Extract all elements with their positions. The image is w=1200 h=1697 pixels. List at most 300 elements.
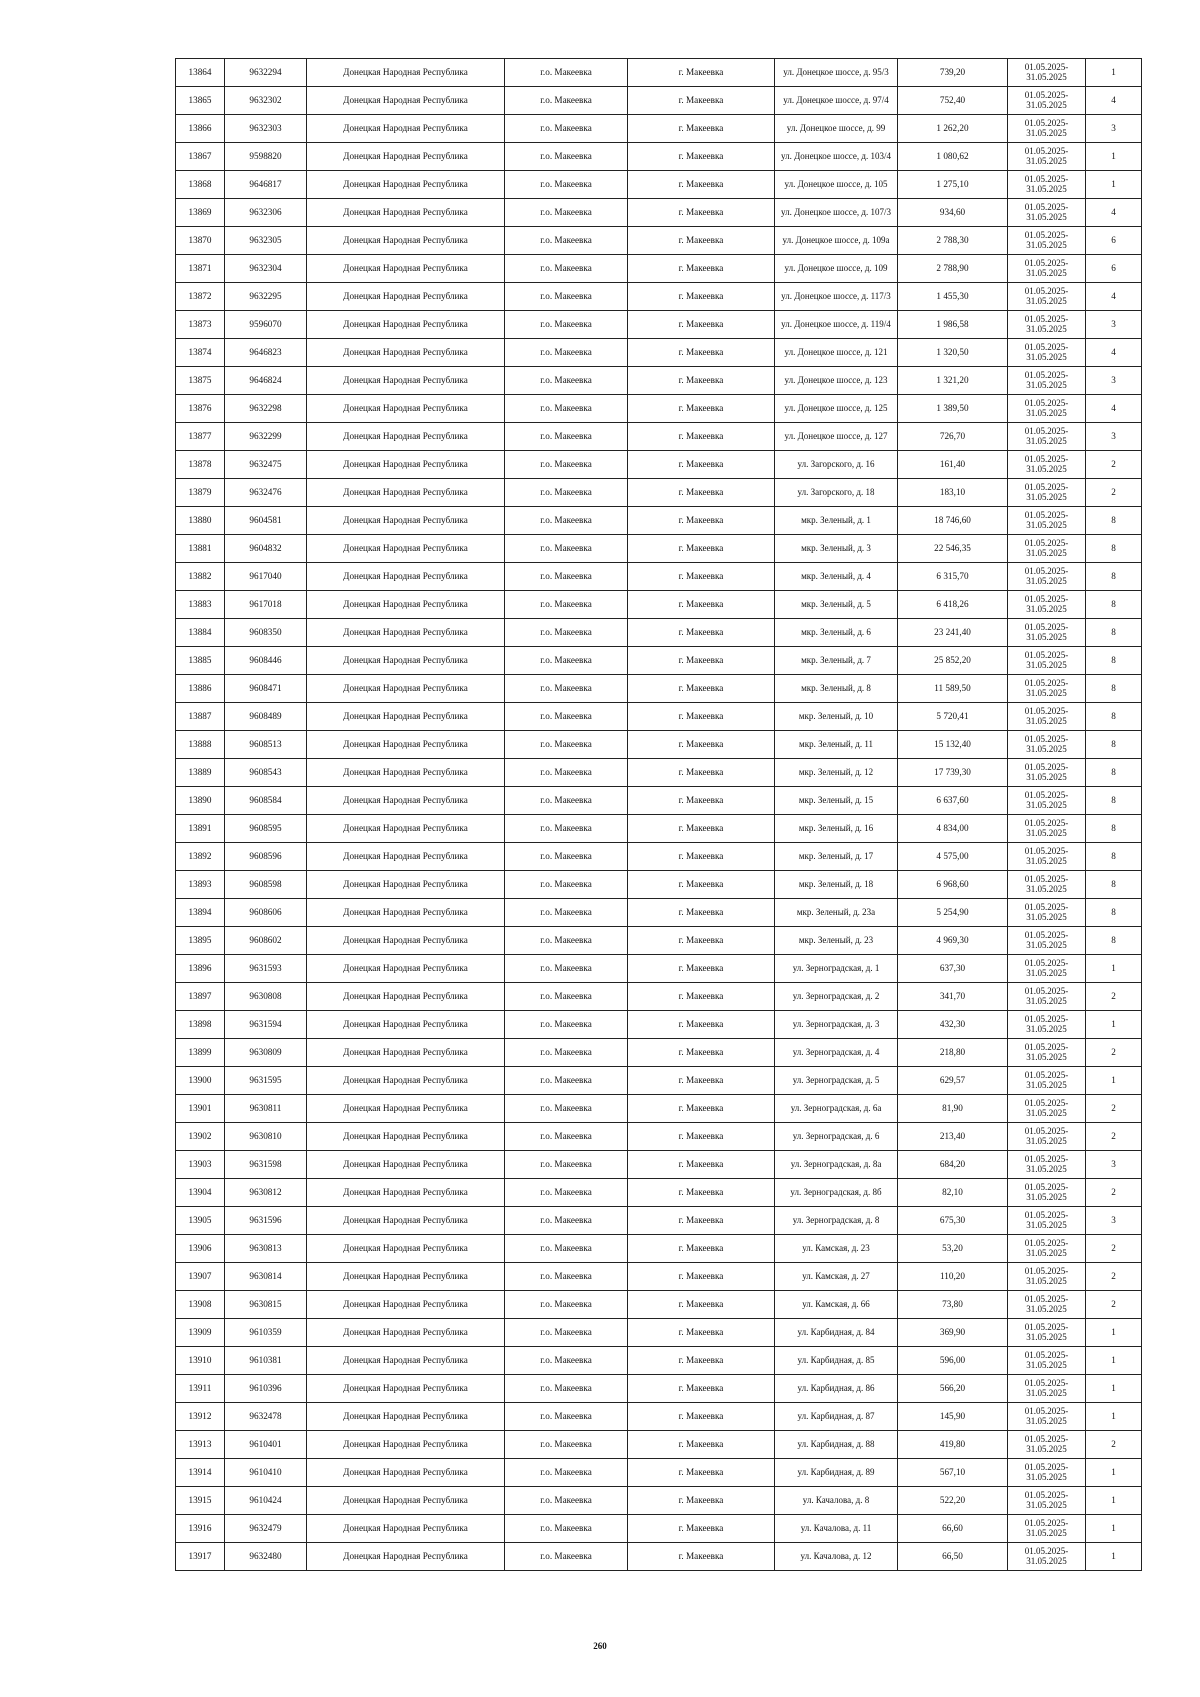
cell-settlement: г. Макеевка	[628, 1543, 775, 1571]
table-row	[176, 899, 1142, 927]
cell-object-id: 9631595	[225, 1067, 307, 1095]
cell-count: 8	[1086, 759, 1142, 787]
cell-object-id: 9630815	[225, 1291, 307, 1319]
cell-area: 110,20	[898, 1263, 1008, 1291]
cell-settlement: г. Макеевка	[628, 255, 775, 283]
cell-row-number: 13895	[176, 927, 225, 955]
cell-row-number: 13872	[176, 283, 225, 311]
cell-area: 369,90	[898, 1319, 1008, 1347]
cell-region: Донецкая Народная Республика	[307, 1179, 505, 1207]
cell-region: Донецкая Народная Республика	[307, 115, 505, 143]
cell-count: 1	[1086, 1515, 1142, 1543]
cell-region: Донецкая Народная Республика	[307, 59, 505, 87]
cell-object-id: 9632295	[225, 283, 307, 311]
cell-period: 01.05.2025-31.05.2025	[1008, 1123, 1086, 1151]
cell-period: 01.05.2025-31.05.2025	[1008, 1515, 1086, 1543]
cell-count: 8	[1086, 899, 1142, 927]
cell-municipal-district: г.о. Макеевка	[505, 115, 628, 143]
cell-area: 432,30	[898, 1011, 1008, 1039]
cell-area: 1 455,30	[898, 283, 1008, 311]
cell-count: 8	[1086, 871, 1142, 899]
cell-area: 1 080,62	[898, 143, 1008, 171]
cell-region: Донецкая Народная Республика	[307, 815, 505, 843]
cell-municipal-district: г.о. Макеевка	[505, 703, 628, 731]
cell-period: 01.05.2025-31.05.2025	[1008, 619, 1086, 647]
cell-object-id: 9610381	[225, 1347, 307, 1375]
cell-row-number: 13870	[176, 227, 225, 255]
cell-municipal-district: г.о. Макеевка	[505, 899, 628, 927]
table-row	[176, 59, 1142, 87]
cell-period: 01.05.2025-31.05.2025	[1008, 367, 1086, 395]
cell-count: 2	[1086, 1235, 1142, 1263]
cell-municipal-district: г.о. Макеевка	[505, 871, 628, 899]
cell-region: Донецкая Народная Республика	[307, 423, 505, 451]
cell-area: 23 241,40	[898, 619, 1008, 647]
cell-settlement: г. Макеевка	[628, 759, 775, 787]
cell-row-number: 13901	[176, 1095, 225, 1123]
cell-object-id: 9608595	[225, 815, 307, 843]
cell-object-id: 9610424	[225, 1487, 307, 1515]
cell-period: 01.05.2025-31.05.2025	[1008, 1319, 1086, 1347]
cell-count: 4	[1086, 283, 1142, 311]
cell-address: мкр. Зеленый, д. 7	[775, 647, 898, 675]
cell-region: Донецкая Народная Республика	[307, 1123, 505, 1151]
table-row	[176, 1347, 1142, 1375]
cell-row-number: 13889	[176, 759, 225, 787]
cell-address: ул. Зерноградская, д. 4	[775, 1039, 898, 1067]
cell-period: 01.05.2025-31.05.2025	[1008, 899, 1086, 927]
table-row	[176, 311, 1142, 339]
cell-period: 01.05.2025-31.05.2025	[1008, 87, 1086, 115]
cell-region: Донецкая Народная Республика	[307, 479, 505, 507]
cell-row-number: 13873	[176, 311, 225, 339]
cell-area: 15 132,40	[898, 731, 1008, 759]
cell-period: 01.05.2025-31.05.2025	[1008, 703, 1086, 731]
cell-area: 1 986,58	[898, 311, 1008, 339]
cell-settlement: г. Макеевка	[628, 927, 775, 955]
cell-settlement: г. Макеевка	[628, 535, 775, 563]
table-row	[176, 1459, 1142, 1487]
cell-count: 2	[1086, 983, 1142, 1011]
cell-object-id: 9608602	[225, 927, 307, 955]
cell-period: 01.05.2025-31.05.2025	[1008, 1347, 1086, 1375]
cell-settlement: г. Макеевка	[628, 703, 775, 731]
cell-row-number: 13898	[176, 1011, 225, 1039]
cell-count: 2	[1086, 1095, 1142, 1123]
cell-object-id: 9608489	[225, 703, 307, 731]
cell-region: Донецкая Народная Республика	[307, 675, 505, 703]
cell-settlement: г. Макеевка	[628, 1459, 775, 1487]
cell-region: Донецкая Народная Республика	[307, 1235, 505, 1263]
cell-municipal-district: г.о. Макеевка	[505, 1095, 628, 1123]
cell-settlement: г. Макеевка	[628, 731, 775, 759]
cell-object-id: 9630814	[225, 1263, 307, 1291]
cell-period: 01.05.2025-31.05.2025	[1008, 1487, 1086, 1515]
cell-settlement: г. Макеевка	[628, 1179, 775, 1207]
cell-object-id: 9632480	[225, 1543, 307, 1571]
cell-period: 01.05.2025-31.05.2025	[1008, 563, 1086, 591]
cell-area: 739,20	[898, 59, 1008, 87]
table-row	[176, 1403, 1142, 1431]
cell-region: Донецкая Народная Республика	[307, 171, 505, 199]
cell-object-id: 9646823	[225, 339, 307, 367]
cell-region: Донецкая Народная Республика	[307, 843, 505, 871]
cell-address: ул. Зерноградская, д. 8а	[775, 1151, 898, 1179]
table-row	[176, 1515, 1142, 1543]
cell-address: ул. Донецкое шоссе, д. 97/4	[775, 87, 898, 115]
cell-settlement: г. Макеевка	[628, 899, 775, 927]
cell-region: Донецкая Народная Республика	[307, 927, 505, 955]
cell-period: 01.05.2025-31.05.2025	[1008, 339, 1086, 367]
cell-object-id: 9604832	[225, 535, 307, 563]
cell-municipal-district: г.о. Макеевка	[505, 1403, 628, 1431]
cell-municipal-district: г.о. Макеевка	[505, 311, 628, 339]
cell-area: 2 788,90	[898, 255, 1008, 283]
table-row	[176, 983, 1142, 1011]
table-row	[176, 1095, 1142, 1123]
cell-settlement: г. Макеевка	[628, 563, 775, 591]
cell-region: Донецкая Народная Республика	[307, 199, 505, 227]
cell-municipal-district: г.о. Макеевка	[505, 199, 628, 227]
cell-area: 566,20	[898, 1375, 1008, 1403]
cell-municipal-district: г.о. Макеевка	[505, 759, 628, 787]
cell-municipal-district: г.о. Макеевка	[505, 731, 628, 759]
cell-municipal-district: г.о. Макеевка	[505, 1123, 628, 1151]
cell-period: 01.05.2025-31.05.2025	[1008, 283, 1086, 311]
cell-row-number: 13907	[176, 1263, 225, 1291]
cell-region: Донецкая Народная Республика	[307, 1459, 505, 1487]
cell-object-id: 9646817	[225, 171, 307, 199]
cell-settlement: г. Макеевка	[628, 143, 775, 171]
cell-row-number: 13865	[176, 87, 225, 115]
cell-region: Донецкая Народная Республика	[307, 1319, 505, 1347]
cell-municipal-district: г.о. Макеевка	[505, 675, 628, 703]
table-row	[176, 1235, 1142, 1263]
cell-region: Донецкая Народная Республика	[307, 1375, 505, 1403]
cell-period: 01.05.2025-31.05.2025	[1008, 787, 1086, 815]
cell-period: 01.05.2025-31.05.2025	[1008, 1039, 1086, 1067]
cell-period: 01.05.2025-31.05.2025	[1008, 227, 1086, 255]
cell-area: 6 418,26	[898, 591, 1008, 619]
cell-region: Донецкая Народная Республика	[307, 1095, 505, 1123]
cell-row-number: 13881	[176, 535, 225, 563]
cell-period: 01.05.2025-31.05.2025	[1008, 1095, 1086, 1123]
cell-count: 3	[1086, 115, 1142, 143]
cell-municipal-district: г.о. Макеевка	[505, 1347, 628, 1375]
cell-count: 1	[1086, 59, 1142, 87]
cell-area: 1 262,20	[898, 115, 1008, 143]
cell-municipal-district: г.о. Макеевка	[505, 619, 628, 647]
cell-object-id: 9617040	[225, 563, 307, 591]
cell-address: ул. Донецкое шоссе, д. 117/3	[775, 283, 898, 311]
cell-address: ул. Камская, д. 27	[775, 1263, 898, 1291]
cell-settlement: г. Макеевка	[628, 1375, 775, 1403]
cell-period: 01.05.2025-31.05.2025	[1008, 1431, 1086, 1459]
cell-count: 8	[1086, 647, 1142, 675]
cell-settlement: г. Макеевка	[628, 1123, 775, 1151]
cell-municipal-district: г.о. Макеевка	[505, 843, 628, 871]
cell-address: ул. Зерноградская, д. 8б	[775, 1179, 898, 1207]
table-row	[176, 479, 1142, 507]
cell-region: Донецкая Народная Республика	[307, 1487, 505, 1515]
cell-object-id: 9631596	[225, 1207, 307, 1235]
cell-object-id: 9630810	[225, 1123, 307, 1151]
cell-address: ул. Качалова, д. 12	[775, 1543, 898, 1571]
cell-period: 01.05.2025-31.05.2025	[1008, 1375, 1086, 1403]
cell-period: 01.05.2025-31.05.2025	[1008, 1543, 1086, 1571]
cell-municipal-district: г.о. Макеевка	[505, 171, 628, 199]
cell-municipal-district: г.о. Макеевка	[505, 507, 628, 535]
cell-area: 4 575,00	[898, 843, 1008, 871]
table-row	[176, 1151, 1142, 1179]
cell-municipal-district: г.о. Макеевка	[505, 59, 628, 87]
cell-address: мкр. Зеленый, д. 4	[775, 563, 898, 591]
cell-area: 522,20	[898, 1487, 1008, 1515]
cell-settlement: г. Макеевка	[628, 1515, 775, 1543]
cell-row-number: 13896	[176, 955, 225, 983]
cell-count: 3	[1086, 423, 1142, 451]
table-row	[176, 955, 1142, 983]
cell-period: 01.05.2025-31.05.2025	[1008, 983, 1086, 1011]
cell-region: Донецкая Народная Республика	[307, 255, 505, 283]
cell-settlement: г. Макеевка	[628, 1151, 775, 1179]
table-row	[176, 927, 1142, 955]
cell-area: 752,40	[898, 87, 1008, 115]
table-row	[176, 115, 1142, 143]
table-row	[176, 227, 1142, 255]
cell-row-number: 13880	[176, 507, 225, 535]
cell-object-id: 9610401	[225, 1431, 307, 1459]
cell-count: 1	[1086, 1011, 1142, 1039]
table-row	[176, 535, 1142, 563]
cell-count: 3	[1086, 1207, 1142, 1235]
cell-row-number: 13905	[176, 1207, 225, 1235]
cell-settlement: г. Макеевка	[628, 675, 775, 703]
cell-area: 684,20	[898, 1151, 1008, 1179]
cell-municipal-district: г.о. Макеевка	[505, 1039, 628, 1067]
cell-address: ул. Донецкое шоссе, д. 107/3	[775, 199, 898, 227]
cell-row-number: 13910	[176, 1347, 225, 1375]
cell-municipal-district: г.о. Макеевка	[505, 563, 628, 591]
cell-region: Донецкая Народная Республика	[307, 451, 505, 479]
cell-period: 01.05.2025-31.05.2025	[1008, 255, 1086, 283]
cell-region: Донецкая Народная Республика	[307, 1515, 505, 1543]
cell-region: Донецкая Народная Республика	[307, 983, 505, 1011]
table-row	[176, 675, 1142, 703]
cell-municipal-district: г.о. Макеевка	[505, 815, 628, 843]
cell-area: 675,30	[898, 1207, 1008, 1235]
cell-area: 596,00	[898, 1347, 1008, 1375]
cell-count: 6	[1086, 227, 1142, 255]
cell-object-id: 9631598	[225, 1151, 307, 1179]
cell-count: 4	[1086, 339, 1142, 367]
cell-count: 8	[1086, 787, 1142, 815]
cell-period: 01.05.2025-31.05.2025	[1008, 451, 1086, 479]
cell-region: Донецкая Народная Республика	[307, 759, 505, 787]
cell-address: ул. Донецкое шоссе, д. 119/4	[775, 311, 898, 339]
cell-address: ул. Донецкое шоссе, д. 99	[775, 115, 898, 143]
cell-settlement: г. Макеевка	[628, 1207, 775, 1235]
cell-row-number: 13882	[176, 563, 225, 591]
table-row	[176, 1011, 1142, 1039]
cell-row-number: 13879	[176, 479, 225, 507]
cell-count: 1	[1086, 1459, 1142, 1487]
cell-address: ул. Загорского, д. 16	[775, 451, 898, 479]
cell-settlement: г. Макеевка	[628, 1067, 775, 1095]
table-row	[176, 731, 1142, 759]
cell-region: Донецкая Народная Республика	[307, 871, 505, 899]
cell-object-id: 9617018	[225, 591, 307, 619]
cell-object-id: 9630811	[225, 1095, 307, 1123]
cell-settlement: г. Макеевка	[628, 1095, 775, 1123]
table-row	[176, 395, 1142, 423]
cell-settlement: г. Макеевка	[628, 983, 775, 1011]
cell-row-number: 13885	[176, 647, 225, 675]
cell-municipal-district: г.о. Макеевка	[505, 983, 628, 1011]
cell-address: ул. Зерноградская, д. 2	[775, 983, 898, 1011]
cell-count: 1	[1086, 1067, 1142, 1095]
cell-object-id: 9632475	[225, 451, 307, 479]
cell-address: ул. Карбидная, д. 86	[775, 1375, 898, 1403]
cell-row-number: 13884	[176, 619, 225, 647]
cell-address: мкр. Зеленый, д. 6	[775, 619, 898, 647]
cell-area: 1 389,50	[898, 395, 1008, 423]
cell-count: 3	[1086, 367, 1142, 395]
cell-object-id: 9632304	[225, 255, 307, 283]
cell-settlement: г. Макеевка	[628, 1235, 775, 1263]
cell-row-number: 13913	[176, 1431, 225, 1459]
cell-municipal-district: г.о. Макеевка	[505, 1543, 628, 1571]
table-row	[176, 339, 1142, 367]
cell-area: 629,57	[898, 1067, 1008, 1095]
cell-row-number: 13904	[176, 1179, 225, 1207]
table-row	[176, 1375, 1142, 1403]
cell-area: 2 788,30	[898, 227, 1008, 255]
cell-region: Донецкая Народная Республика	[307, 283, 505, 311]
cell-period: 01.05.2025-31.05.2025	[1008, 647, 1086, 675]
cell-area: 17 739,30	[898, 759, 1008, 787]
cell-region: Донецкая Народная Республика	[307, 143, 505, 171]
cell-settlement: г. Макеевка	[628, 1011, 775, 1039]
cell-object-id: 9632302	[225, 87, 307, 115]
cell-area: 567,10	[898, 1459, 1008, 1487]
table-row	[176, 1543, 1142, 1571]
cell-row-number: 13908	[176, 1291, 225, 1319]
cell-municipal-district: г.о. Макеевка	[505, 1011, 628, 1039]
cell-settlement: г. Макеевка	[628, 591, 775, 619]
cell-region: Донецкая Народная Республика	[307, 1039, 505, 1067]
cell-municipal-district: г.о. Макеевка	[505, 395, 628, 423]
cell-address: мкр. Зеленый, д. 17	[775, 843, 898, 871]
cell-count: 8	[1086, 591, 1142, 619]
cell-count: 8	[1086, 815, 1142, 843]
cell-object-id: 9608596	[225, 843, 307, 871]
cell-object-id: 9632303	[225, 115, 307, 143]
cell-settlement: г. Макеевка	[628, 451, 775, 479]
cell-address: ул. Камская, д. 23	[775, 1235, 898, 1263]
cell-region: Донецкая Народная Республика	[307, 1431, 505, 1459]
cell-count: 8	[1086, 619, 1142, 647]
cell-count: 8	[1086, 535, 1142, 563]
cell-settlement: г. Макеевка	[628, 619, 775, 647]
cell-count: 6	[1086, 255, 1142, 283]
table-row	[176, 367, 1142, 395]
cell-region: Донецкая Народная Республика	[307, 1263, 505, 1291]
cell-period: 01.05.2025-31.05.2025	[1008, 1207, 1086, 1235]
table-row	[176, 619, 1142, 647]
cell-object-id: 9632294	[225, 59, 307, 87]
cell-count: 4	[1086, 199, 1142, 227]
cell-row-number: 13888	[176, 731, 225, 759]
cell-region: Донецкая Народная Республика	[307, 787, 505, 815]
cell-area: 934,60	[898, 199, 1008, 227]
cell-period: 01.05.2025-31.05.2025	[1008, 507, 1086, 535]
cell-area: 6 315,70	[898, 563, 1008, 591]
table-row	[176, 1263, 1142, 1291]
cell-settlement: г. Макеевка	[628, 507, 775, 535]
cell-address: мкр. Зеленый, д. 8	[775, 675, 898, 703]
cell-area: 1 321,20	[898, 367, 1008, 395]
cell-address: ул. Карбидная, д. 85	[775, 1347, 898, 1375]
cell-municipal-district: г.о. Макеевка	[505, 339, 628, 367]
cell-object-id: 9610396	[225, 1375, 307, 1403]
cell-period: 01.05.2025-31.05.2025	[1008, 1403, 1086, 1431]
cell-row-number: 13883	[176, 591, 225, 619]
cell-count: 2	[1086, 1039, 1142, 1067]
cell-region: Донецкая Народная Республика	[307, 395, 505, 423]
cell-period: 01.05.2025-31.05.2025	[1008, 1235, 1086, 1263]
cell-area: 5 720,41	[898, 703, 1008, 731]
cell-period: 01.05.2025-31.05.2025	[1008, 759, 1086, 787]
cell-region: Донецкая Народная Республика	[307, 1067, 505, 1095]
cell-area: 11 589,50	[898, 675, 1008, 703]
cell-municipal-district: г.о. Макеевка	[505, 1151, 628, 1179]
cell-area: 4 834,00	[898, 815, 1008, 843]
cell-count: 3	[1086, 311, 1142, 339]
cell-address: мкр. Зеленый, д. 12	[775, 759, 898, 787]
cell-settlement: г. Макеевка	[628, 199, 775, 227]
cell-row-number: 13899	[176, 1039, 225, 1067]
cell-area: 341,70	[898, 983, 1008, 1011]
cell-municipal-district: г.о. Макеевка	[505, 451, 628, 479]
cell-municipal-district: г.о. Макеевка	[505, 227, 628, 255]
cell-row-number: 13887	[176, 703, 225, 731]
cell-row-number: 13893	[176, 871, 225, 899]
cell-row-number: 13886	[176, 675, 225, 703]
cell-count: 8	[1086, 927, 1142, 955]
cell-count: 8	[1086, 731, 1142, 759]
cell-period: 01.05.2025-31.05.2025	[1008, 1011, 1086, 1039]
cell-count: 2	[1086, 1263, 1142, 1291]
cell-area: 6 637,60	[898, 787, 1008, 815]
cell-settlement: г. Макеевка	[628, 1263, 775, 1291]
cell-municipal-district: г.о. Макеевка	[505, 1487, 628, 1515]
cell-settlement: г. Макеевка	[628, 1319, 775, 1347]
table-row	[176, 1179, 1142, 1207]
cell-area: 218,80	[898, 1039, 1008, 1067]
cell-object-id: 9630813	[225, 1235, 307, 1263]
cell-object-id: 9608543	[225, 759, 307, 787]
cell-area: 4 969,30	[898, 927, 1008, 955]
cell-object-id: 9632479	[225, 1515, 307, 1543]
cell-settlement: г. Макеевка	[628, 1347, 775, 1375]
cell-settlement: г. Макеевка	[628, 871, 775, 899]
cell-settlement: г. Макеевка	[628, 1431, 775, 1459]
cell-address: ул. Карбидная, д. 84	[775, 1319, 898, 1347]
table-row	[176, 647, 1142, 675]
cell-count: 8	[1086, 843, 1142, 871]
table-row	[176, 815, 1142, 843]
